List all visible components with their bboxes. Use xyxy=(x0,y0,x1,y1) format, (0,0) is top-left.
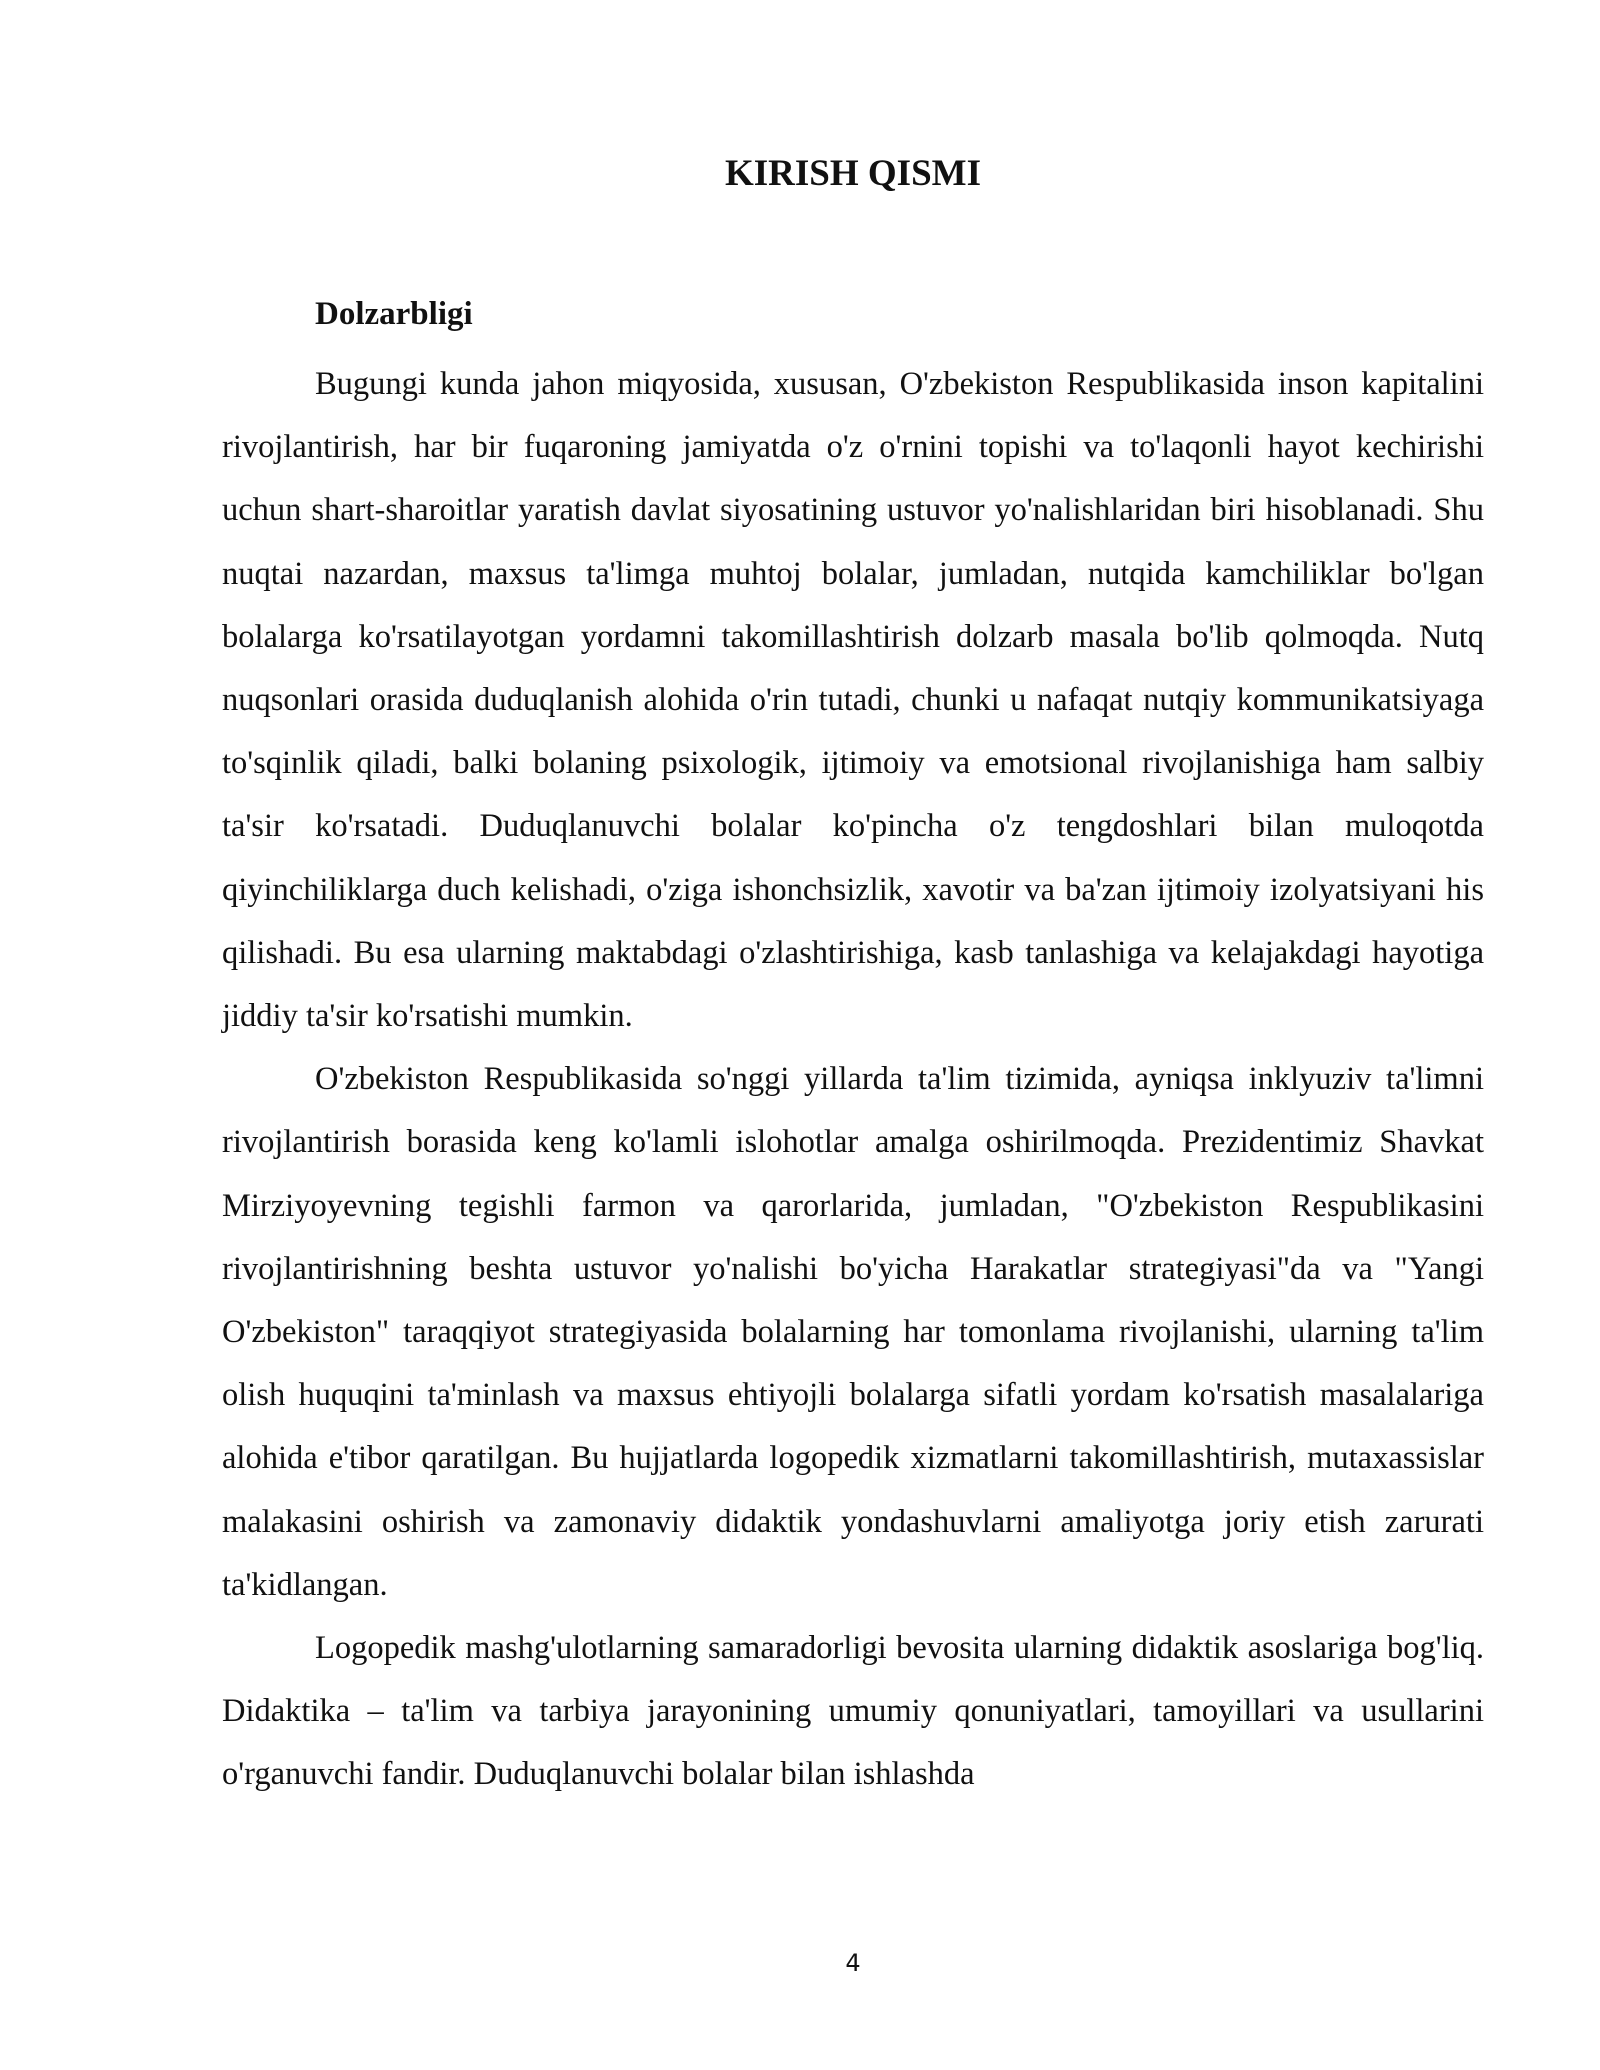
paragraph-3: Logopedik mashg'ulotlarning samaradorligi bevosita ularning didaktik asoslariga bog'liq. Didaktika – ta'lim va tarbiya jarayonining umumiy qonuniyatlari, tamoyillari va usullarini o'rganuvchi fandir. Duduqlanuvchi bolalar bilan ishlashda xyxy=(222,1630,1484,1793)
document-page xyxy=(222,0,1484,2070)
section-heading: Dolzarbligi xyxy=(315,296,473,332)
page-title: KIRISH QISMI xyxy=(725,153,981,194)
body-text xyxy=(222,353,1484,1807)
paragraph-1: Bugungi kunda jahon miqyosida, xususan, O'zbekiston Respublikasida inson kapitalini rivojlantirish, har bir fuqaroning jamiyatda o'z o'rnini topishi va to'laqonli hayot kechirishi uchun shart-sharoitlar yaratish davlat siyosatining ustuvor yo'nalishlaridan biri hisoblanadi. Shu nuqtai nazardan, maxsus ta'limga muhtoj bolalar, jumladan, nutqida kamchiliklar bo'lgan bolalarga ko'rsatilayotgan yordamni takomillashtirish dolzarb masala bo'lib qolmoqda. Nutq nuqsonlari orasida duduqlanish alohida o'rin tutadi, chunki u nafaqat nutqiy kommunikatsiyaga to'sqinlik qiladi, balki bolaning psixologik, ijtimoiy va emotsional rivojlanishiga ham salbiy ta'sir ko'rsatadi. Duduqlanuvchi bolalar ko'pincha o'z tengdoshlari bilan muloqotda qiyinchiliklarga duch kelishadi, o'ziga ishonchsizlik, xavotir va ba'zan ijtimoiy izolyatsiyani his qilishadi. Bu esa ularning maktabdagi o'zlashtirishiga, kasb tanlashiga va kelajakdagi hayotiga jiddiy ta'sir ko'rsatishi mumkin. xyxy=(222,366,1484,1035)
page-number: 4 xyxy=(845,1949,861,1977)
paragraph-2: O'zbekiston Respublikasida so'nggi yillarda ta'lim tizimida, ayniqsa inklyuziv ta'limni rivojlantirish borasida keng ko'lamli islohotlar amalga oshirilmoqda. Prezidentimiz Shavkat Mirziyoyevning tegishli farmon va qarorlarida, jumladan, "O'zbekiston Respublikasini rivojlantirishning beshta ustuvor yo'nalishi bo'yicha Harakatlar strategiyasi"da va "Yangi O'zbekiston" taraqqiyot strategiyasida bolalarning har tomonlama rivojlanishi, ularning ta'lim olish huquqini ta'minlash va maxsus ehtiyojli bolalarga sifatli yordam ko'rsatish masalalariga alohida e'tibor qaratilgan. Bu hujjatlarda logopedik xizmatlarni takomillashtirish, mutaxassislar malakasini oshirish va zamonaviy didaktik yondashuvlarni amaliyotga joriy etish zarurati ta'kidlangan. xyxy=(222,1061,1484,1603)
